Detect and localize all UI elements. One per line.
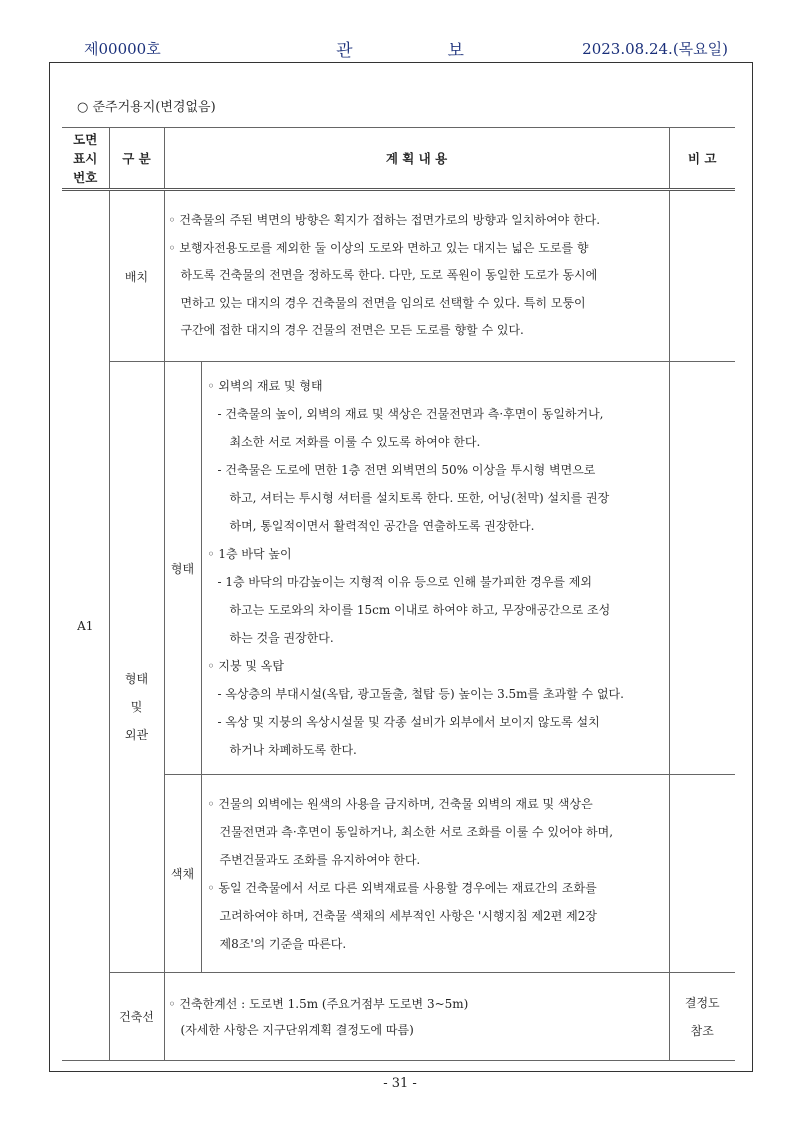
- form-line: - 옥상층의 부대시설(옥탑, 광고돌출, 철탑 등) 높이는 3.5m를 초과할 수 없다.: [217, 687, 624, 701]
- placement-line: ◦ 건축물의 주된 벽면의 방향은 획지가 접하는 접면가로의 방향과 일치하여야 한다.: [168, 213, 601, 228]
- title-char-1: 관: [336, 41, 353, 61]
- form-line: ◦ 외벽의 재료 및 형태: [207, 379, 323, 393]
- form-line: - 옥상 및 지붕의 옥상시설물 및 각종 설비가 외부에서 보이지 않도록 설치: [217, 715, 600, 729]
- form-line: 하고, 셔터는 투시형 셔터를 설치토록 한다. 또한, 어닝(천막) 설치를 권장: [229, 491, 610, 505]
- building-line-content: [164, 973, 669, 1061]
- building-line-label: 건축선: [109, 973, 164, 1061]
- header-note: 비 고: [669, 128, 735, 190]
- title-char-2: 보: [447, 41, 464, 61]
- page-number: - 31 -: [383, 1076, 417, 1091]
- color-line: 고려하여야 하며, 건축물 색채의 세부적인 사항은 '시행지침 제2편 제2장: [219, 908, 597, 923]
- plan-table: [62, 127, 735, 1061]
- building-line-note: [669, 973, 735, 1061]
- area-code: A1: [77, 618, 94, 633]
- building-line-note-line: 결정도: [684, 995, 720, 1010]
- placement-line: 하도록 건축물의 전면을 정하도록 한다. 다만, 도로 폭원이 동일한 도로가 동시에: [180, 268, 598, 283]
- building-line-line: ◦ 건축한계선 : 도로변 1.5m (주요거점부 도로변 3~5m): [168, 996, 469, 1011]
- form-line: 하거나 차폐하도록 한다.: [229, 743, 357, 757]
- header-division: 구 분: [109, 128, 164, 190]
- section-title: ○ 준주거용지(변경없음): [77, 100, 216, 115]
- form-exterior-label: [109, 362, 164, 973]
- color-line: 제8조'의 기준을 따른다.: [219, 936, 347, 951]
- form-content: [201, 362, 669, 775]
- form-line: - 1층 바닥의 마감높이는 지형적 이유 등으로 인해 불가피한 경우를 제외: [217, 575, 592, 589]
- form-line: 하며, 통일적이면서 활력적인 공간을 연출하도록 권장한다.: [229, 519, 535, 533]
- color-line: 건물전면과 측·후면이 동일하거나, 최소한 서로 조화를 이룰 수 있어야 하며,: [219, 824, 614, 839]
- header-drawing-no: [62, 128, 109, 190]
- placement-content: [164, 190, 669, 362]
- form-line: 최소한 서로 저화를 이룰 수 있도록 하여야 한다.: [229, 435, 481, 449]
- form-line: - 건축물의 높이, 외벽의 재료 및 색상은 건물전면과 측·후면이 동일하거나,: [217, 407, 604, 421]
- header-plan-content: 계 획 내 용: [164, 128, 669, 190]
- color-content: [201, 775, 669, 973]
- form-exterior-label-line: 외관: [124, 728, 149, 742]
- table-row-placement: [62, 190, 735, 362]
- placement-line: 면하고 있는 대지의 경우 건축물의 전면을 임의로 선택할 수 있다. 특히 모퉁이: [180, 295, 586, 310]
- placement-line: 구간에 접한 대지의 경우 건물의 전면은 모든 도로를 향할 수 있다.: [180, 323, 524, 338]
- form-line: ◦ 지붕 및 옥탑: [207, 659, 284, 673]
- color-line: 주변건물과도 조화를 유지하여야 한다.: [219, 852, 421, 867]
- issue-date: 2023.08.24.(목요일): [582, 40, 728, 58]
- issue-number: 제00000호: [84, 40, 161, 58]
- table-row-form: [62, 362, 735, 775]
- form-exterior-label-line: 및: [130, 700, 143, 714]
- header-drawing-no-line: 도면: [73, 131, 98, 147]
- form-line: 하는 것을 권장한다.: [229, 631, 334, 645]
- placement-line: ◦ 보행자전용도로를 제외한 둘 이상의 도로와 면하고 있는 대지는 넓은 도로를 향: [168, 240, 589, 255]
- table-header-row: [62, 128, 735, 190]
- form-line: 하고는 도로와의 차이를 15cm 이내로 하여야 하고, 무장애공간으로 조성: [229, 603, 611, 617]
- form-sub-label: 형태: [164, 362, 201, 775]
- building-line-note-line: 참조: [690, 1023, 714, 1038]
- header-drawing-no-line: 번호: [73, 169, 98, 185]
- placement-label: 배치: [109, 190, 164, 362]
- color-line: ◦ 동일 건축물에서 서로 다른 외벽재료를 사용할 경우에는 재료간의 조화를: [207, 880, 597, 895]
- area-code-cell: [62, 190, 109, 1061]
- building-line-line: (자세한 사항은 지구단위계획 결정도에 따름): [180, 1022, 414, 1037]
- header-drawing-no-line: 표시: [73, 150, 98, 166]
- placement-note: [669, 190, 735, 362]
- form-line: - 건축물은 도로에 면한 1층 전면 외벽면의 50% 이상을 투시형 벽면으로: [217, 463, 596, 477]
- color-note: [669, 775, 735, 973]
- form-note: [669, 362, 735, 775]
- form-exterior-label-line: 형태: [124, 672, 149, 686]
- color-line: ◦ 건물의 외벽에는 원색의 사용을 금지하며, 건축물 외벽의 재료 및 색상은: [207, 796, 593, 811]
- table-row-building-line: [62, 973, 735, 1061]
- color-sub-label: 색채: [164, 775, 201, 973]
- form-line: ◦ 1층 바닥 높이: [207, 547, 292, 561]
